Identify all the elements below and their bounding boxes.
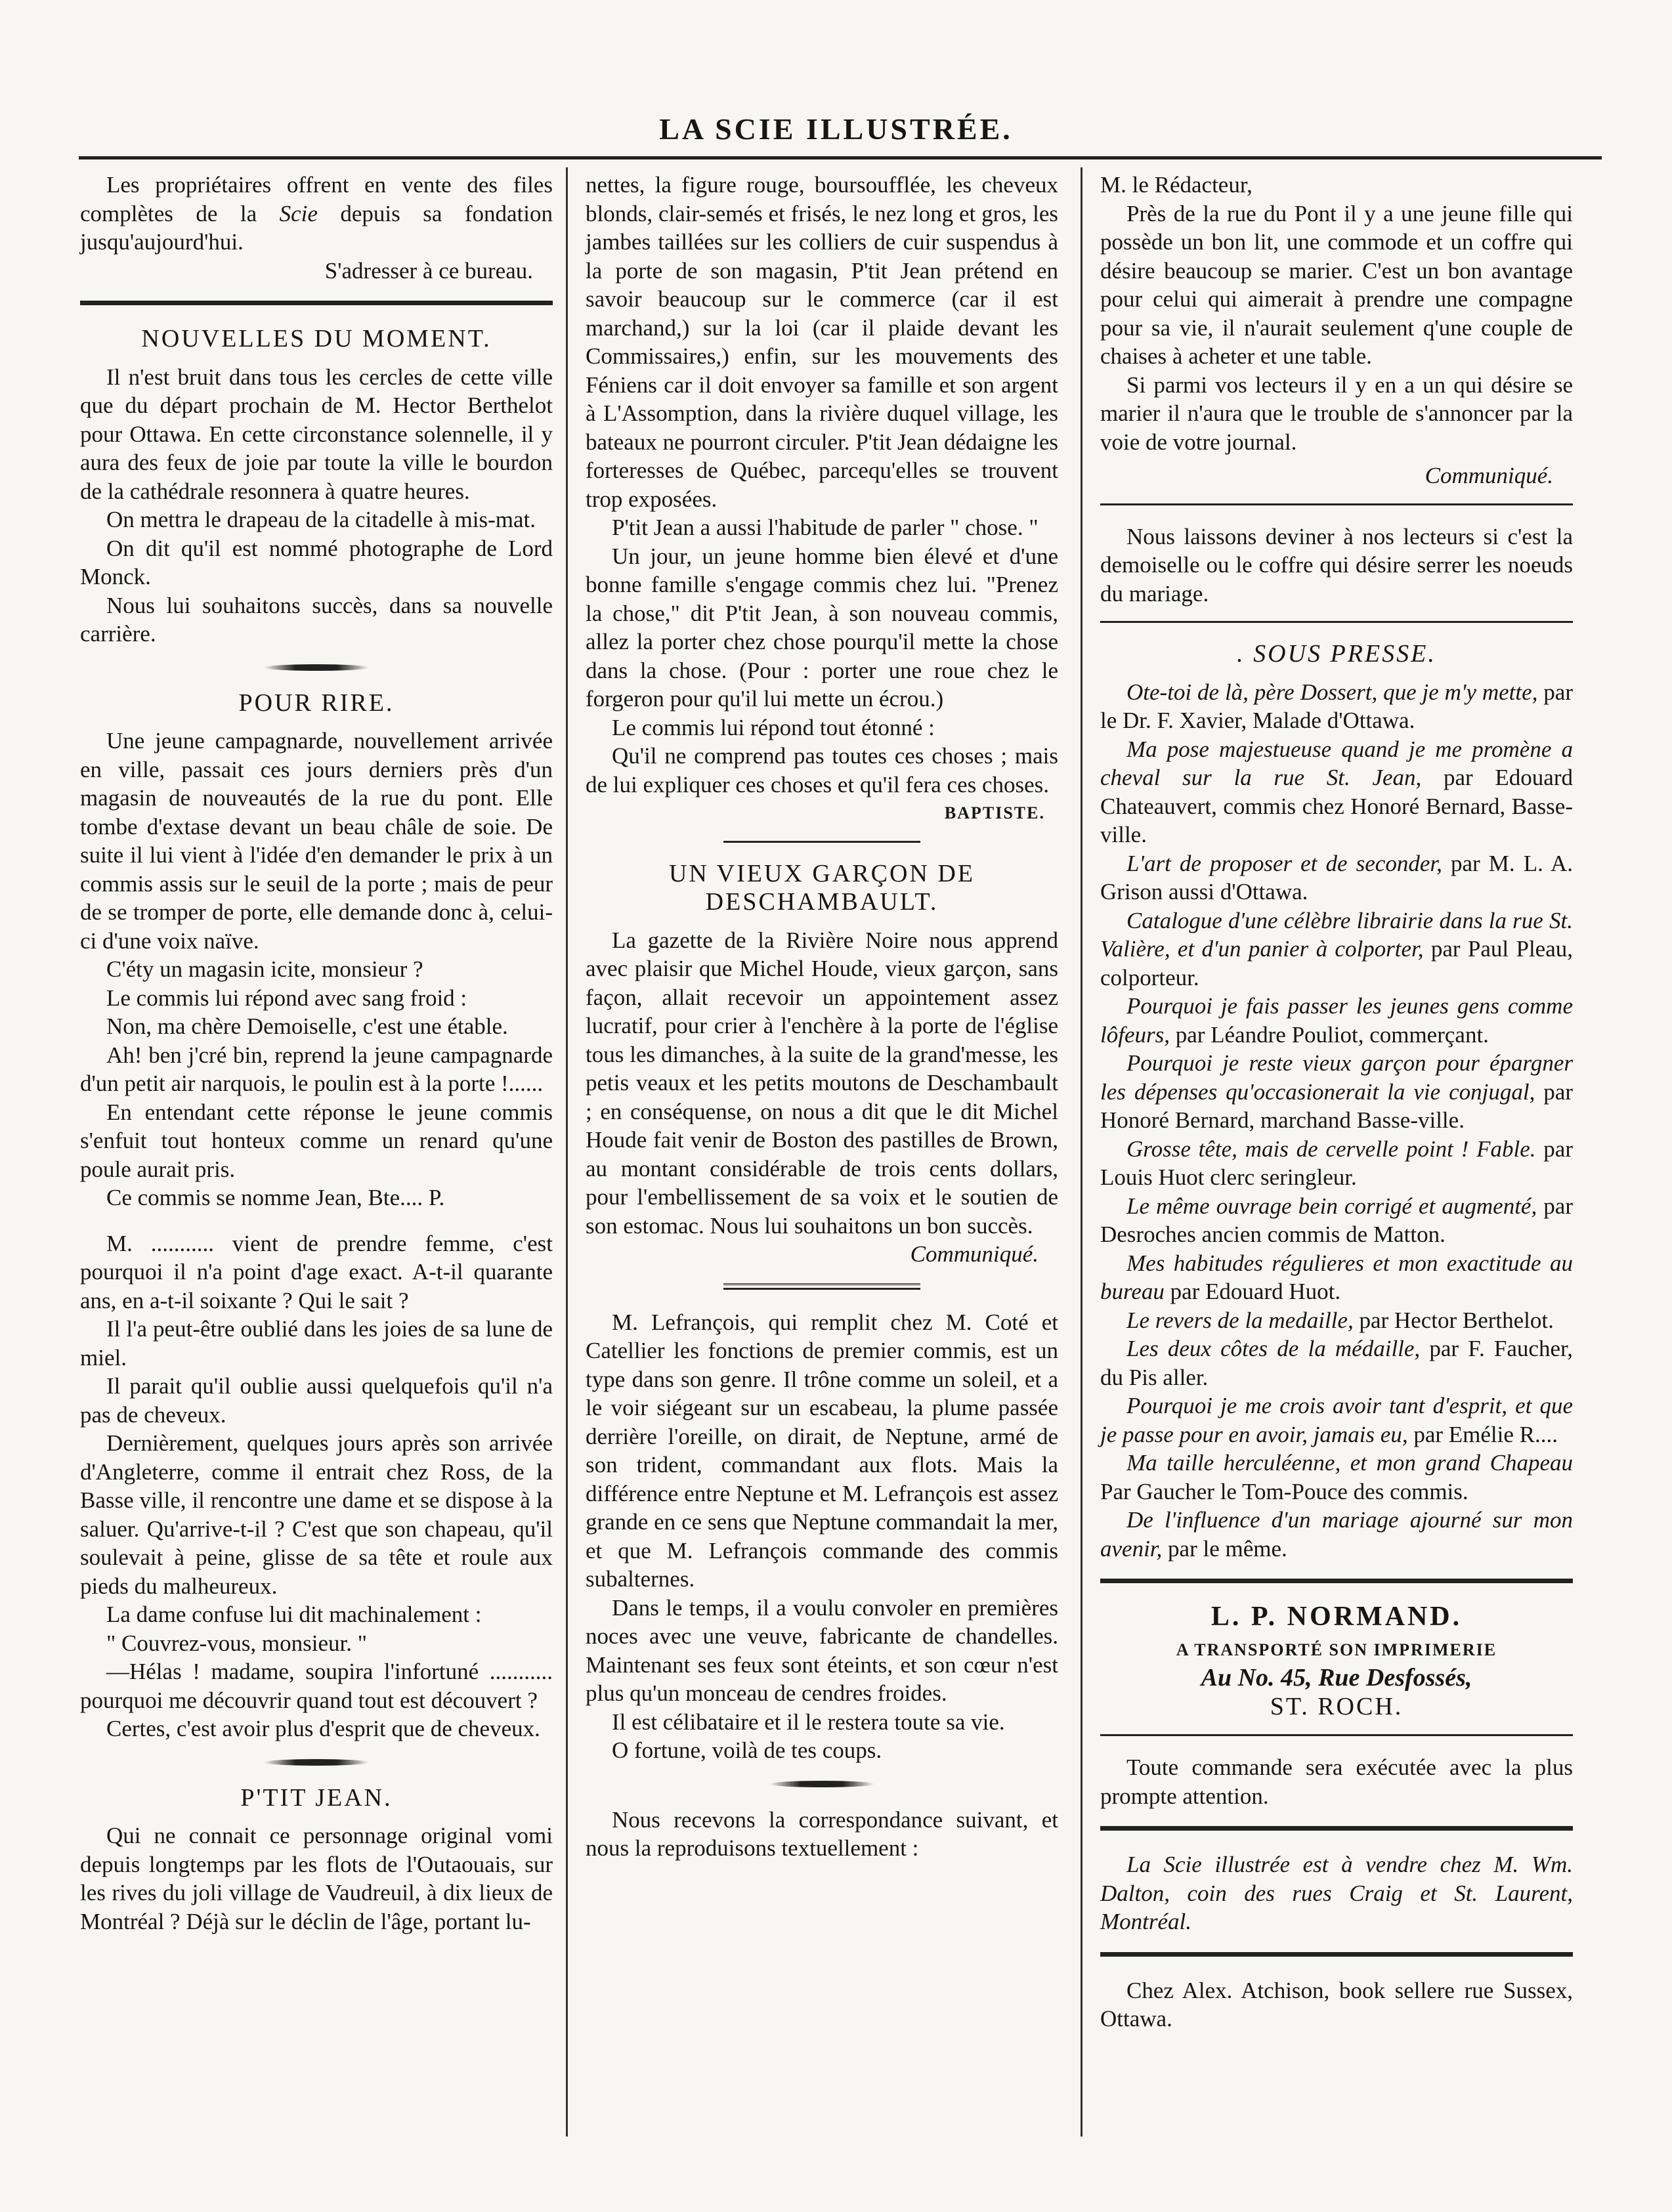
presse-item-author: par F. Faucher, du Pis aller. [1100,1336,1573,1390]
heading-sous-presse: . SOUS PRESSE. [1237,640,1436,668]
paragraph: M. Lefrançois, qui remplit chez M. Coté et Catellier les fonctions de premier commis, est un type dans son genre. Il trône comme un soleil, et a le voir siégeant sur un escabeau, la plume passée derrière l'oreille, on dirait, de Neptune, armé de son trident, commandant aux flots. Mais la différence entre Neptune et M. Lefrançois est assez grande en ce sens que Neptune commandait la mer, et que M. Lefrançois commande des commis subalternes. [586,1309,1058,1592]
presse-item-title: Le revers de la medaille, [1126,1307,1354,1333]
presse-item-title: Ote-toi de là, père Dossert, que je m'y mette, [1126,679,1538,705]
separator [723,841,920,843]
paragraph: Certes, c'est avoir plus d'esprit que de cheveux. [106,1716,540,1741]
paragraph: O fortune, voilà de tes coups. [612,1737,882,1763]
separator [723,1283,920,1290]
presse-item-title: Les deux côtes de la médaille, [1126,1336,1421,1361]
presse-item-title: Mes habitudes régulieres et mon exactitude au bureau [1100,1250,1573,1304]
normand-district: ST. ROCH. [1270,1692,1404,1720]
paragraph: On dit qu'il est nommé photographe de Lord Monck. [80,535,553,589]
presse-item [1100,678,1573,735]
paragraph: M. ........... vient de prendre femme, c'est pourquoi il n'a point d'age exact. A-t-il quarante ans, en a-t-il soixante ? Qui le sait ? [80,1230,553,1313]
section-rule [80,301,553,305]
salutation: M. le Rédacteur, [1100,172,1253,198]
signature: Communiqué. [910,1241,1039,1267]
paragraph: nettes, la figure rouge, boursoufflée, les cheveux blonds, clair-semés et frisés, le nez long et gros, les jambes taillées sur les colliers de cuir suspendus à la porte de son magasin, P'tit Jean prétend en savoir beaucoup sur le commerce (car il est marchand,) sur la loi (car il plaide devant les Commissaires,) enfin, sur les mouvements des Féniens car il doit envoyer sa famille et son argent à L'Assomption, dans la rivière duquel village, les bateaux ne pourront circuler. P'tit Jean dédaigne les forteresses de Québec, parcequ'elles se trouvent trop exposées. [586,172,1058,512]
column-rule [566,167,568,2137]
presse-item-title: Pourquoi je me crois avoir tant d'esprit, et que je passe pour en avoir, jamais eu, [1100,1393,1573,1447]
paragraph: Chez Alex. Atchison, book sellere rue Sussex, Ottawa. [1100,1977,1573,2031]
paragraph: Il l'a peut-être oublié dans les joies de sa lune de miel. [80,1316,553,1371]
paragraph: —Hélas ! madame, soupira l'infortuné ........... pourquoi me découvrir quand tout est découvert ? [80,1659,553,1713]
paragraph: Qu'il ne comprend pas toutes ces choses ; mais de lui expliquer ces choses et qu'il fera ces choses. [586,743,1058,798]
paragraph: En entendant cette réponse le jeune commis s'enfuit tout honteux comme un renard qu'une poule aurait pris. [80,1099,553,1182]
heading-vieux-garcon: UN VIEUX GARÇON DE DESCHAMBAULT. [668,859,975,916]
presse-item [1100,1249,1573,1306]
separator [1100,1826,1573,1831]
presse-item-title: Pourquoi je reste vieux garçon pour épargner les dépenses qu'occasionerait la vie conjugal, [1100,1050,1573,1105]
presse-item-author: par Louis Huot clerc seringleur. [1100,1136,1573,1190]
column-rule [1081,167,1083,2137]
presse-item-title: Ma pose majestueuse quand je me promène a cheval sur la rue St. Jean, [1100,736,1573,790]
paragraph: Le commis lui répond tout étonné : [612,714,935,740]
column-2 [586,171,1058,1863]
paragraph: Nous laissons deviner à nos lecteurs si c'est la demoiselle ou le coffre qui désire serrer les noeuds du mariage. [1100,523,1573,606]
paragraph: Ce commis se nomme Jean, Bte.... P. [106,1185,445,1210]
presse-item-author: par Paul Pleau, colporteur. [1100,936,1573,990]
paragraph: C'éty un magasin icite, monsieur ? [106,956,423,982]
presse-item-author: par le Dr. F. Xavier, Malade d'Ottawa. [1100,679,1573,733]
separator [769,1781,874,1787]
presse-item-author: par Edouard Chateauvert, commis chez Honoré Bernard, Basse-ville. [1100,765,1573,847]
paragraph: Près de la rue du Pont il y a une jeune fille qui possède un bon lit, une commode et un coffre qui désire beaucoup se marier. C'est un bon avantage pour celui qui aimerait à prendre une compagne pour sa vie, il n'aurait seulement q'une couple de chaises à acheter et une table. [1100,200,1573,369]
column-1 [80,171,553,1936]
presse-item-author: par Edouard Huot. [1164,1279,1341,1304]
presse-item [1100,1135,1573,1192]
presse-item [1100,1049,1573,1135]
paragraph: On mettra le drapeau de la citadelle à mis-mat. [106,507,536,532]
paragraph: " Couvrez-vous, monsieur. " [106,1630,367,1656]
heading-pour-rire: POUR RIRE. [238,689,395,717]
paragraph: Dernièrement, quelques jours après son arrivée d'Angleterre, comme il entrait chez Ross, de la Basse ville, il rencontre une dame et se dispose à la saluer. Qu'arrive-t-il ? C'est que son chapeau, qu'il soulevait à peine, glisse de sa tête et roule aux pieds du malheureux. [80,1430,553,1599]
paragraph: Nous lui souhaitons succès, dans sa nouvelle carrière. [80,592,553,647]
masthead: LA SCIE ILLUSTRÉE. [659,112,1013,146]
heading-ptit-jean: P'TIT JEAN. [240,1783,393,1812]
normand-name: L. P. NORMAND. [1211,1602,1463,1632]
paragraph: Nous recevons la correspondance suivant, et nous la reproduisons textuellement : [586,1806,1058,1861]
presse-item [1100,1506,1573,1563]
paragraph: Toute commande sera exécutée avec la plus prompte attention. [1100,1755,1573,1809]
presse-item [1100,1392,1573,1449]
paragraph: Ah! ben j'cré bin, reprend la jeune campagnarde d'un petit air narquois, le poulin est à la porte !...... [80,1042,553,1096]
presse-item-title: Pourquoi je fais passer les jeunes gens comme lôfeurs, [1100,993,1573,1048]
presse-item [1100,1449,1573,1506]
paragraph: Le commis lui répond avec sang froid : [106,985,467,1011]
heading-nouvelles: NOUVELLES DU MOMENT. [141,325,492,352]
separator [1100,1734,1573,1736]
presse-item-title: Ma taille herculéenne, et mon grand Chapeau [1126,1450,1573,1476]
presse-item [1100,906,1573,992]
presse-item [1100,992,1573,1049]
presse-item-author: par Honoré Bernard, marchand Basse-ville. [1100,1078,1573,1133]
paragraph: Qui ne connait ce personnage original vomi depuis longtemps par les flots de l'Outaouais, sur les rives du joli village de Vaudreuil, à dix lieux de Montréal ? Déjà sur le déclin de l'âge, portant lu- [80,1823,553,1934]
header-rule [79,156,1602,160]
separator [1100,503,1573,505]
separator [1100,621,1573,623]
paragraph: La gazette de la Rivière Noire nous apprend avec plaisir que Michel Houde, vieux garçon, sans façon, allait recevoir un appointement assez lucratif, pour crier à l'enchère à la porte de l'église tous les dimanches, à la suite de la grand'messe, les petis veaux et les petits moutons de Deschambault ; en conséquense, on nous a dit que le dit Michel Houde fait venir de Boston des pastilles de Brown, au montant considérable de trois cents dollars, pour l'embellissement de sa voix et le soutien de son estomac. Nous lui souhaitons un bon succès. [586,927,1058,1239]
paragraph: Il est célibataire et il le restera toute sa vie. [612,1709,1005,1735]
notice: Les propriétaires offrent en vente des files complètes de la Scie depuis sa fondation jusqu'aujourd'hui. [80,172,553,255]
paragraph: Si parmi vos lecteurs il y en a un qui désire se marier il n'aura que le trouble de s'annoncer par la voie de votre journal. [1100,372,1573,455]
presse-item-title: Grosse tête, mais de cervelle point ! Fable. [1126,1136,1536,1162]
column-3 [1100,171,1573,2033]
paragraph: Il n'est bruit dans tous les cercles de cette ville que du départ prochain de M. Hector Berthelot pour Ottawa. En cette circonstance solennelle, il y aura des feux de joie par toute la ville le bourdon de la cathédrale resonnera à quatre heures. [80,364,553,504]
presse-item-author: par Hector Berthelot. [1353,1307,1554,1333]
presse-item [1100,849,1573,906]
presse-item-author: par Emélie R.... [1407,1421,1558,1447]
presse-item [1100,1192,1573,1249]
presse-item-title: L'art de proposer et de seconder, [1126,850,1442,876]
paragraph: Un jour, un jeune homme bien élevé et d'une bonne famille s'engage commis chez lui. "Prenez la chose," dit P'tit Jean, à son nouveau commis, allez la porter chez chose pourqu'il mette la chose dans la chose. (Pour : porter une roue chez le forgeron pour qu'il lui mette un écrou.) [586,543,1058,712]
presse-item [1100,735,1573,849]
presse-item-author: par Desroches ancien commis de Matton. [1100,1193,1573,1247]
presse-item-author: Par Gaucher le Tom-Pouce des commis. [1100,1478,1468,1504]
paragraph: Non, ma chère Demoiselle, c'est une étable. [106,1013,508,1039]
presse-item-author: par le même. [1162,1535,1287,1562]
paragraph: P'tit Jean a aussi l'habitude de parler " chose. " [612,515,1039,540]
presse-list [1100,678,1573,1563]
paragraph: Dans le temps, il a voulu convoler en premières noces avec une veuve, fabricante de chandelles. Maintenant ses feux sont éteints, et son cœur n'est plus qu'un monceau de cendres froides. [586,1594,1058,1706]
presse-item [1100,1306,1573,1335]
presse-item-title: Catalogue d'une célèbre librairie dans la rue St. Valière, et d'un panier à colporter, [1100,907,1573,962]
paragraph: La Scie illustrée est à vendre chez M. Wm. Dalton, coin des rues Craig et St. Laurent, Montréal. [1100,1852,1573,1934]
normand-address: Au No. 45, Rue Desfossés, [1201,1664,1472,1691]
paragraph: Il parait qu'il oublie aussi quelquefois qu'il n'a pas de cheveux. [80,1373,553,1428]
signature: BAPTISTE. [944,803,1045,822]
paragraph: La dame confuse lui dit machinalement : [106,1602,482,1627]
separator [1100,1579,1573,1583]
presse-item-author: par M. L. A. Grison aussi d'Ottawa. [1100,850,1573,904]
paragraph: Une jeune campagnarde, nouvellement arrivée en ville, passait ces jours derniers près d'un magasin de nouveautés de la rue du pont. Elle tombe d'extase devant un beau châle de soie. De suite il lui vient à l'idée d'en demander le prix à un commis assis sur le seuil de la porte ; mais de peur de se tromper de porte, elle demande donc à, celui-ci d'une voix naïve. [80,728,553,954]
notice-contact: S'adresser à ce bureau. [324,257,533,284]
normand-subtitle: A TRANSPORTÉ SON IMPRIMERIE [1176,1640,1497,1659]
separator [1100,1952,1573,1957]
presse-item-title: Le même ouvrage bein corrigé et augmenté, [1126,1193,1537,1219]
presse-item-author: par Léandre Pouliot, commerçant. [1169,1021,1489,1048]
presse-item-title: De l'influence d'un mariage ajourné sur mon avenir, [1100,1507,1573,1562]
separator [264,664,369,671]
presse-item [1100,1334,1573,1392]
separator [264,1759,369,1766]
signature: Communiqué. [1425,463,1553,488]
